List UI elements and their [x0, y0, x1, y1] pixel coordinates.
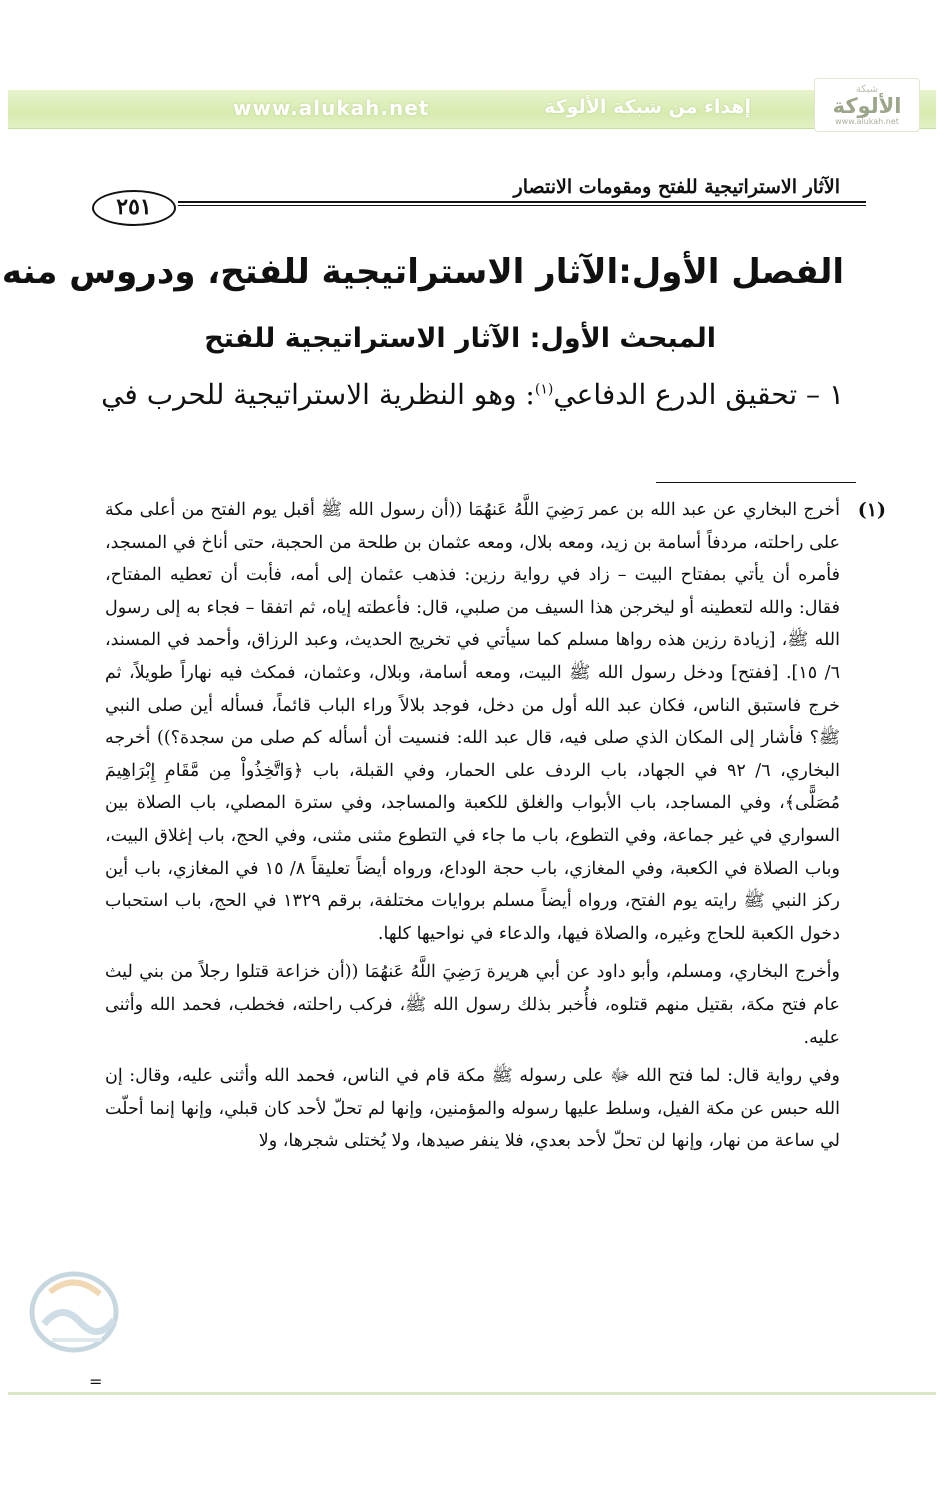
footnote-separator — [656, 482, 856, 483]
footnotes-block — [105, 494, 886, 1158]
chapter-title: الفصل الأول:الآثار الاستراتيجية للفتح، ودروس منه — [1, 252, 844, 292]
footnote-paragraph-2: وأخرج البخاري، ومسلم، وأبو داود عن أبي هريرة رَضِيَ اللَّهُ عَنهُمَا ((أن خزاعة قتلوا رجلاً من بني ليث عام فتح مكة، بقتيل منهم قتلوه، فأُخبر بذلك رسول الله ﷺ، فركب راحلته، فخطب، فحمد الله وأثنى عليه. — [105, 962, 840, 1048]
alukah-banner — [8, 84, 936, 129]
logo-url-text: www.alukah.net — [835, 117, 899, 126]
page-number: ٢٥١ — [92, 190, 176, 226]
banner-url-link[interactable]: www.alukah.net — [233, 96, 430, 120]
banner-gift-text: إهداء من شبكة الألوكة — [544, 96, 751, 118]
intro-paragraph — [84, 378, 844, 411]
footnote-paragraph-3: وفي رواية قال: لما فتح الله ﷻ على رسوله ﷺ مكة قام في الناس، فحمد الله وأثنى عليه، وقال: إن الله حبس عن مكة الفيل، وسلط عليها رسوله والمؤمنين، وإنها لم تحلّ لأحد كان قبلي، وإنها إنما أحلّت لي ساعة من نهار، وإنها لن تحلّ لأحد بعدي، فلا ينفر صيدها، ولا يُختلى شجرها، ولا — [105, 1066, 841, 1152]
footnote-ref[interactable]: (١) — [534, 381, 554, 398]
running-head-title: الآثار الاستراتيجية للفتح ومقومات الانتصار — [513, 176, 840, 198]
logo-top-text: شبكة — [855, 84, 879, 95]
bottom-rule — [8, 1392, 936, 1395]
footnote-marker: (١) — [857, 499, 886, 521]
header-rule — [178, 201, 866, 203]
continuation-mark: = — [89, 1372, 103, 1391]
footnote-paragraph-1: أخرج البخاري عن عبد الله بن عمر رَضِيَ اللَّهُ عَنهُمَا ((أن رسول الله ﷺ أقبل يوم الفتح من أعلى مكة على راحلته، مردفاً أسامة بن زيد، ومعه بلال، ومعه عثمان بن طلحة من الحجبة، حتى أناخ في المسجد، فأمره أن يأتي بمفتاح البيت – زاد في رواية رزين: فذهب عثمان إلى أمه، فأبت أن تعطيه المفتاح، فقال: والله لتعطينه أو ليخرجن هذا السيف من صلبي، قال: فأعطته إياه، ثم اتفقا – فجاء به إلى رسول الله ﷺ، [زيادة رزين هذه رواها مسلم كما سيأتي في تخريج الحديث، وعبد الرزاق، وأحمد في المسند، ٦/ ١٥]. [ففتح] ودخل رسول الله ﷺ البيت، ومعه أسامة، وبلال، وعثمان، فمكث فيه نهاراً طويلاً، ثم خرج فاستبق الناس، فكان عبد الله أول من دخل، فوجد بلالاً وراء الباب قائماً، فسأله أين صلى النبي ﷺ؟ فأشار إلى المكان الذي صلى فيه، قال عبد الله: فنسيت أن أسأله كم صلى من سجدة؟)) أخرجه البخاري، ٦/ ٩٢ في الجهاد، باب الردف على الحمار، وفي القبلة، باب ﴿وَاتَّخِذُواْ مِن مَّقَامِ إِبْرَاهِيمَ مُصَلًّى﴾، وفي المساجد، باب الأبواب والغلق للكعبة والمساجد، وفي سترة المصلي، باب الصلاة بين السواري في غير جماعة، وفي التطوع، باب ما جاء في التطوع مثنى مثنى، وفي الحج، باب إغلاق البيت، وباب الصلاة في الكعبة، وفي المغازي، باب حجة الوداع، ورواه أيضاً تعليقاً ٨/ ١٥ في المغازي، باب أين ركز النبي ﷺ رايته يوم الفتح، ورواه أيضاً مسلم بروايات مختلفة، برقم ١٣٢٩ في الحج، باب استحباب دخول الكعبة للحاج وغيره، والصلاة فيها، والدعاء في نواحيها كلها. — [105, 500, 840, 944]
logo-main-text: الألوكة — [832, 94, 902, 118]
intro-text-end: : وهو النظرية الاستراتيجية للحرب في — [101, 378, 535, 411]
section-title: المبحث الأول: الآثار الاستراتيجية للفتح — [204, 323, 716, 354]
header-rule-thin — [178, 205, 866, 206]
intro-text-start: ١ – تحقيق الدرع الدفاعي — [553, 378, 844, 411]
watermark-stamp-icon — [22, 1262, 128, 1362]
alukah-logo — [814, 78, 920, 132]
